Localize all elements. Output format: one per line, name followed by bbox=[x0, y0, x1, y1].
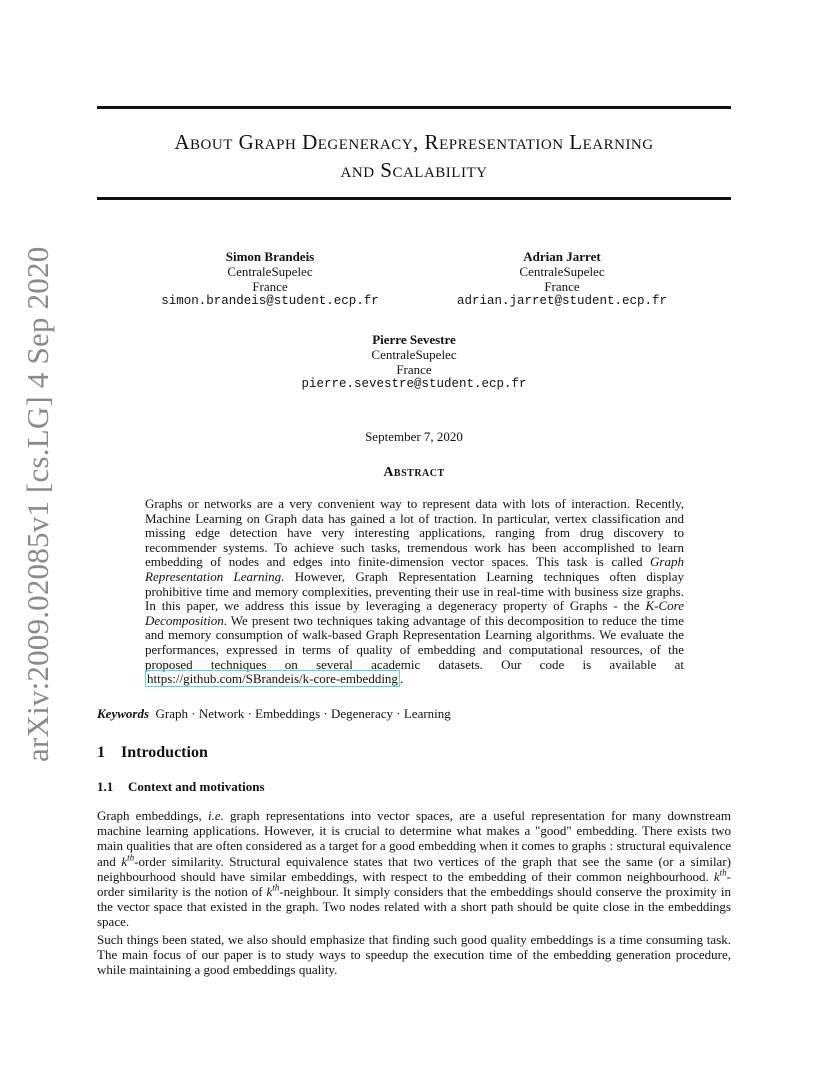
math-superscript: th bbox=[719, 867, 727, 878]
author-name: Pierre Sevestre bbox=[372, 332, 456, 347]
author-country: France bbox=[544, 279, 580, 294]
author-name: Adrian Jarret bbox=[523, 249, 601, 264]
author-email: pierre.sevestre@student.ecp.fr bbox=[301, 377, 527, 391]
paragraph-emphasis: i.e. bbox=[207, 808, 224, 823]
keywords-list: Graph · Network · Embeddings · Degeneracy · Learning bbox=[155, 706, 451, 721]
section-number: 1 bbox=[97, 744, 105, 761]
math-k: k bbox=[713, 868, 720, 884]
author-country: France bbox=[252, 279, 288, 294]
keywords-line bbox=[97, 706, 451, 722]
intro-paragraph-1 bbox=[97, 808, 731, 930]
abstract-emphasis: K-Core Decomposition bbox=[145, 598, 684, 628]
subsection-heading bbox=[97, 779, 265, 795]
title-top-rule bbox=[97, 106, 731, 109]
abstract-emphasis: Graph Representation Learning bbox=[145, 554, 684, 584]
author-affiliation: CentraleSupelec bbox=[519, 264, 605, 279]
paper-title bbox=[97, 128, 731, 184]
author-affiliation: CentraleSupelec bbox=[227, 264, 313, 279]
paragraph-text: -order similarity is the notion of bbox=[97, 868, 731, 900]
math-superscript: th bbox=[272, 882, 280, 893]
author-affiliation: CentraleSupelec bbox=[371, 347, 457, 362]
subsection-title: Context and motivations bbox=[128, 779, 265, 794]
author-email: adrian.jarret@student.ecp.fr bbox=[456, 294, 668, 308]
abstract-text: Graphs or networks are a very convenient way to represent data with lots of interaction. Recently, Machine Learning on Graph data has gained a lot of traction. In particular, vertex classification and missing edge detection have very interesting applications, ranging from drug discovery to recommender systems. To achieve such tasks, tremendous work has been accomplished to learn embedding of nodes and edges into finite-dimension vector spaces. This task is called bbox=[145, 496, 684, 570]
title-line-1: About Graph Degeneracy, Representation Learning bbox=[174, 130, 654, 154]
paragraph-text: -order similarity. Structural equivalence states that two vertices of the graph that see the same (or a similar) neighbourhood should have similar embeddings, with respect to the embedding of their common neighbourhood. bbox=[97, 853, 731, 884]
keywords-label: Keywords bbox=[97, 706, 149, 721]
math-k: k bbox=[266, 884, 273, 900]
title-bottom-rule bbox=[97, 197, 731, 200]
author-block-3 bbox=[264, 332, 564, 392]
author-block-2 bbox=[422, 249, 702, 309]
author-block-1 bbox=[130, 249, 410, 309]
math-superscript: th bbox=[127, 852, 135, 863]
paragraph-text: Graph embeddings, bbox=[97, 808, 208, 823]
math-k: k bbox=[121, 853, 128, 869]
author-name: Simon Brandeis bbox=[225, 249, 315, 264]
abstract-heading: Abstract bbox=[383, 465, 445, 480]
abstract-text: . bbox=[399, 671, 404, 687]
author-email: simon.brandeis@student.ecp.fr bbox=[161, 294, 379, 308]
abstract-body bbox=[145, 497, 684, 687]
arxiv-side-stamp: arXiv:2009.02085v1 [cs.LG] 4 Sep 2020 bbox=[20, 246, 55, 762]
intro-paragraph-2: Such things been stated, we also should emphasize that finding such good quality embeddings is a time consuming task. The main focus of our paper is to study ways to speedup the execution time of the embedding generation procedure, while maintaining a good embeddings quality. bbox=[97, 932, 731, 978]
paragraph-text: -neighbour. It simply considers that the embeddings should conserve the proximity in the vector space that existed in the graph. Two nodes related with a short path should be quite close in the embeddings space. bbox=[97, 884, 731, 930]
section-title: Introduction bbox=[121, 744, 208, 761]
paragraph-text: graph representations into vector spaces, are a useful representation for many downstream machine learning applications. However, it is crucial to determine what makes a "good" embedding. There exists two main qualities that are often considered as a target for a good embedding when it comes to graphs : structural equivalence and bbox=[97, 808, 731, 869]
section-heading bbox=[97, 744, 208, 762]
abstract-text: . We present two techniques taking advantage of this decomposition to reduce the time and memory consumption of walk-based Graph Representation Learning algorithms. We evaluate the performances, expressed in terms of quality of embedding and computational resources, of the proposed techniques on several academic datasets. Our code is available at bbox=[145, 612, 684, 672]
abstract-text: . However, Graph Representation Learning techniques often display prohibitive time and memory complexities, preventing their use in real-time with business size graphs. In this paper, we address this issue by leveraging a degeneracy property of Graphs - the bbox=[145, 568, 684, 614]
author-country: France bbox=[396, 362, 432, 377]
subsection-number: 1.1 bbox=[97, 779, 114, 794]
title-line-2: and Scalability bbox=[340, 158, 488, 182]
code-repository-link[interactable]: https://github.com/SBrandeis/k-core-embedding bbox=[147, 671, 398, 687]
paper-date: September 7, 2020 bbox=[365, 429, 463, 444]
